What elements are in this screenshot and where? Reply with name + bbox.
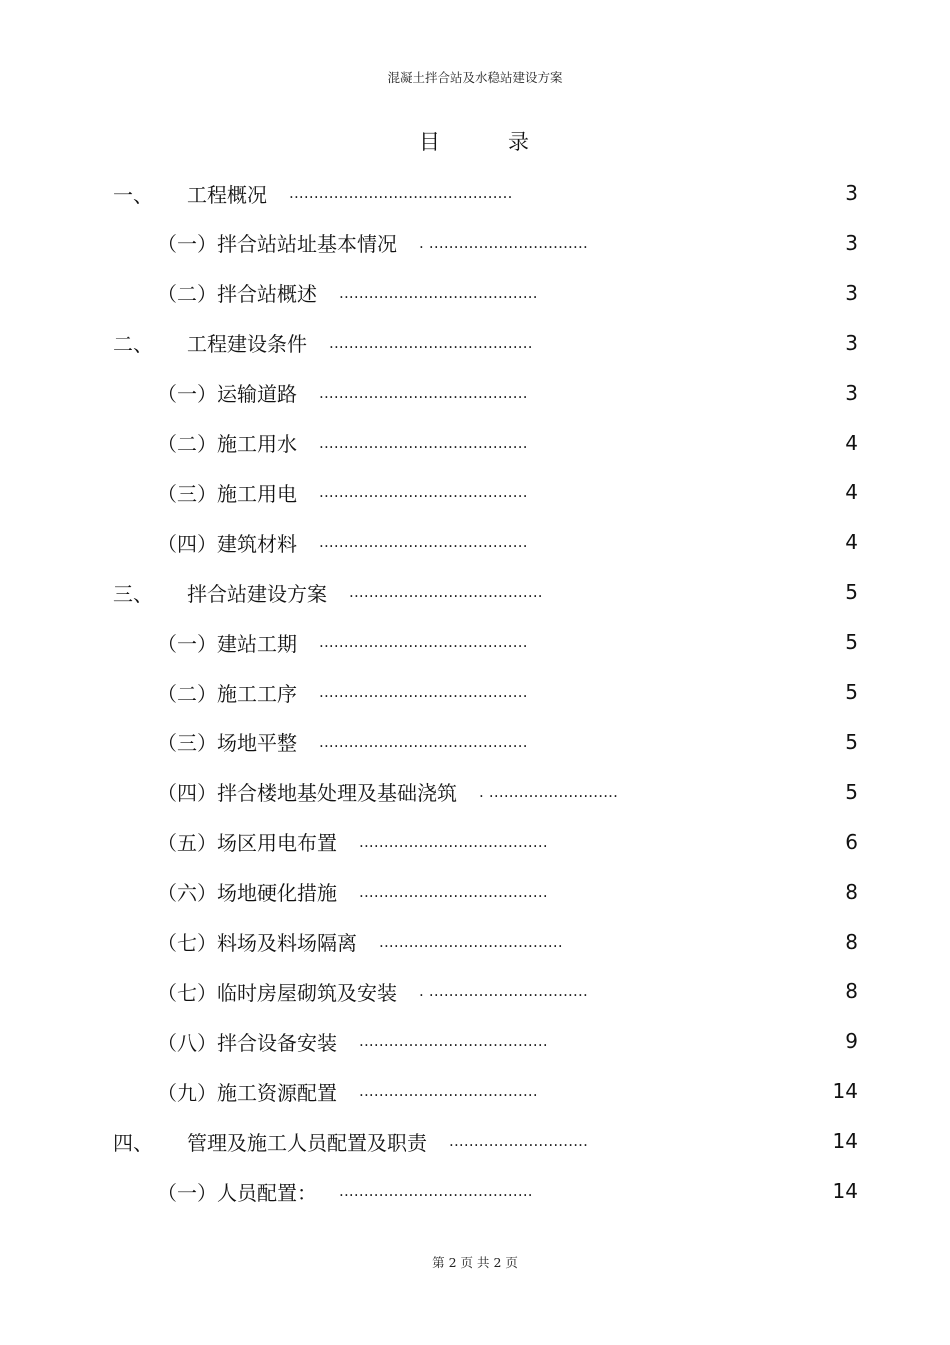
toc-entry-leader: ...................................... <box>359 882 548 901</box>
toc-entry-leader: ....................................... <box>339 1182 533 1200</box>
toc-entry[interactable] <box>0 767 950 817</box>
toc-entry[interactable] <box>0 617 950 667</box>
toc-entry[interactable] <box>0 168 950 218</box>
toc-entry-label: 拌合站概述 <box>217 282 317 307</box>
toc-entry-label: 施工用电 <box>217 481 297 506</box>
toc-entry[interactable] <box>0 867 950 917</box>
toc-entry[interactable] <box>0 1116 950 1166</box>
toc-entry-page-number: 4 <box>845 430 858 455</box>
toc-entry-number: （四） <box>157 781 217 806</box>
toc-entry-number: （七） <box>157 931 217 955</box>
toc-entry-number: （三） <box>157 731 217 756</box>
toc-entry-page-number: 6 <box>845 829 858 854</box>
toc-entry-label: 运输道路 <box>217 382 297 407</box>
toc-entry-number: 三、 <box>113 581 153 606</box>
toc-entry-number: （二） <box>157 432 217 456</box>
toc-entry[interactable] <box>0 1066 950 1116</box>
toc-entry-page-number: 3 <box>845 330 858 355</box>
toc-entry-page-number: 9 <box>845 1029 858 1054</box>
toc-entry-number: （三） <box>157 481 217 506</box>
toc-entry-leader: .......................................... <box>319 483 528 502</box>
toc-entry-leader: . .......................... <box>479 782 619 801</box>
toc-title <box>0 126 950 156</box>
toc-entry-number: 二、 <box>113 332 153 357</box>
toc-entry-number: （一） <box>157 631 217 656</box>
page-footer: 第 2 页 共 2 页 <box>432 1255 518 1270</box>
toc-entry-leader: ............................ <box>449 1132 589 1151</box>
toc-entry-page-number: 4 <box>845 530 858 555</box>
toc-entry-leader: ......................................... <box>329 333 533 352</box>
toc-entry-label: 拌合楼地基处理及基础浇筑 <box>217 781 457 806</box>
toc-entry-leader: .......................................... <box>319 732 528 751</box>
toc-entry-leader: ..................................... <box>379 932 563 951</box>
toc-entry-label: 拌合站站址基本情况 <box>217 232 397 257</box>
toc-entry[interactable] <box>0 966 950 1016</box>
toc-entry-page-number: 14 <box>832 1179 858 1203</box>
toc-entry-number: （一） <box>157 382 217 407</box>
toc-entry[interactable] <box>0 917 950 967</box>
toc-entry-leader: .......................................... <box>319 633 528 652</box>
toc-entry-page-number: 3 <box>845 230 858 255</box>
toc-entry-page-number: 3 <box>845 181 858 205</box>
toc-entry-page-number: 5 <box>845 779 858 804</box>
toc-entry-number: （二） <box>157 681 217 706</box>
toc-entry-page-number: 5 <box>845 580 858 605</box>
toc-entry-page-number: 5 <box>845 729 858 754</box>
toc-entry-leader: ....................................... <box>349 583 543 602</box>
toc-entry[interactable] <box>0 717 950 767</box>
toc-entry-number: （七） <box>157 980 217 1005</box>
toc-entry-number: （六） <box>157 881 217 906</box>
toc-entry[interactable] <box>0 418 950 468</box>
toc-entry-label: 建筑材料 <box>217 531 297 556</box>
toc-entry-number: 四、 <box>113 1130 153 1155</box>
toc-entry-label: 人员配置： <box>217 1180 317 1205</box>
toc-entry-number: （四） <box>157 531 217 556</box>
toc-entry-page-number: 3 <box>845 380 858 405</box>
toc-entry-leader: .......................................... <box>319 683 528 701</box>
toc-entry-label: 工程建设条件 <box>187 332 307 357</box>
toc-entry-label: 施工工序 <box>217 681 297 706</box>
toc-entry-leader: .................................... <box>359 1082 538 1101</box>
toc-entry-page-number: 5 <box>845 630 858 655</box>
toc-entry-page-number: 8 <box>845 979 858 1004</box>
toc-entry-page-number: 8 <box>845 929 858 954</box>
toc-entry-leader: . ................................ <box>419 982 588 1001</box>
toc-entry-label: 场地硬化措施 <box>217 881 337 906</box>
toc-entry-number: 一、 <box>113 182 153 207</box>
toc-entry-number: （五） <box>157 831 217 856</box>
toc-entry-page-number: 3 <box>845 280 858 305</box>
toc-entry-label: 工程概况 <box>187 182 267 207</box>
toc-entry-number: （二） <box>157 282 217 307</box>
toc-entry[interactable] <box>0 467 950 517</box>
toc-entry-page-number: 5 <box>845 680 858 704</box>
toc-entry-label: 拌合设备安装 <box>217 1030 337 1055</box>
toc-entry-leader: .......................................... <box>319 533 528 552</box>
toc-entry-leader: ...................................... <box>359 832 548 851</box>
toc-entry-label: 临时房屋砌筑及安装 <box>217 980 397 1005</box>
toc-entry-label: 场区用电布置 <box>217 831 337 856</box>
toc-title-right: 录 <box>508 130 531 154</box>
toc-entry[interactable] <box>0 817 950 867</box>
toc-entry-leader: ............................................. <box>289 184 513 202</box>
toc-entry-leader: .......................................... <box>319 383 528 402</box>
toc-entry[interactable] <box>0 517 950 567</box>
toc-entry-number: （一） <box>157 232 217 257</box>
toc-entry-number: （八） <box>157 1030 217 1055</box>
toc-entry-number: （九） <box>157 1080 217 1105</box>
toc-entry-leader: . ................................ <box>419 233 588 252</box>
toc-entry[interactable] <box>0 567 950 617</box>
toc-entry[interactable] <box>0 368 950 418</box>
toc-entry-label: 管理及施工人员配置及职责 <box>187 1130 427 1155</box>
toc-entry-label: 料场及料场隔离 <box>217 931 357 955</box>
toc-entry-label: 建站工期 <box>217 631 297 656</box>
toc-entry[interactable] <box>0 268 950 318</box>
toc-entry-label: 场地平整 <box>217 731 297 756</box>
toc-entry-leader: ...................................... <box>359 1032 548 1051</box>
toc-entry-page-number: 8 <box>845 879 858 904</box>
toc-entry-number: （一） <box>157 1180 217 1205</box>
toc-entry[interactable] <box>0 1016 950 1066</box>
toc-entry-leader: ........................................ <box>339 283 538 302</box>
toc-entry-label: 拌合站建设方案 <box>187 581 327 606</box>
toc-entry-page-number: 4 <box>845 480 858 505</box>
toc-entry-label: 施工用水 <box>217 432 297 456</box>
toc-title-left: 目 <box>419 130 442 154</box>
toc-entry[interactable] <box>0 667 950 717</box>
toc-entry[interactable] <box>0 1166 950 1216</box>
toc-entry[interactable] <box>0 218 950 268</box>
toc-entry[interactable] <box>0 318 950 368</box>
toc-entry-page-number: 14 <box>832 1129 858 1154</box>
toc-entry-leader: .......................................... <box>319 433 528 452</box>
toc-entry-label: 施工资源配置 <box>217 1080 337 1105</box>
toc-entry-page-number: 14 <box>832 1079 858 1104</box>
running-header: 混凝土拌合站及水稳站建设方案 <box>387 70 563 85</box>
